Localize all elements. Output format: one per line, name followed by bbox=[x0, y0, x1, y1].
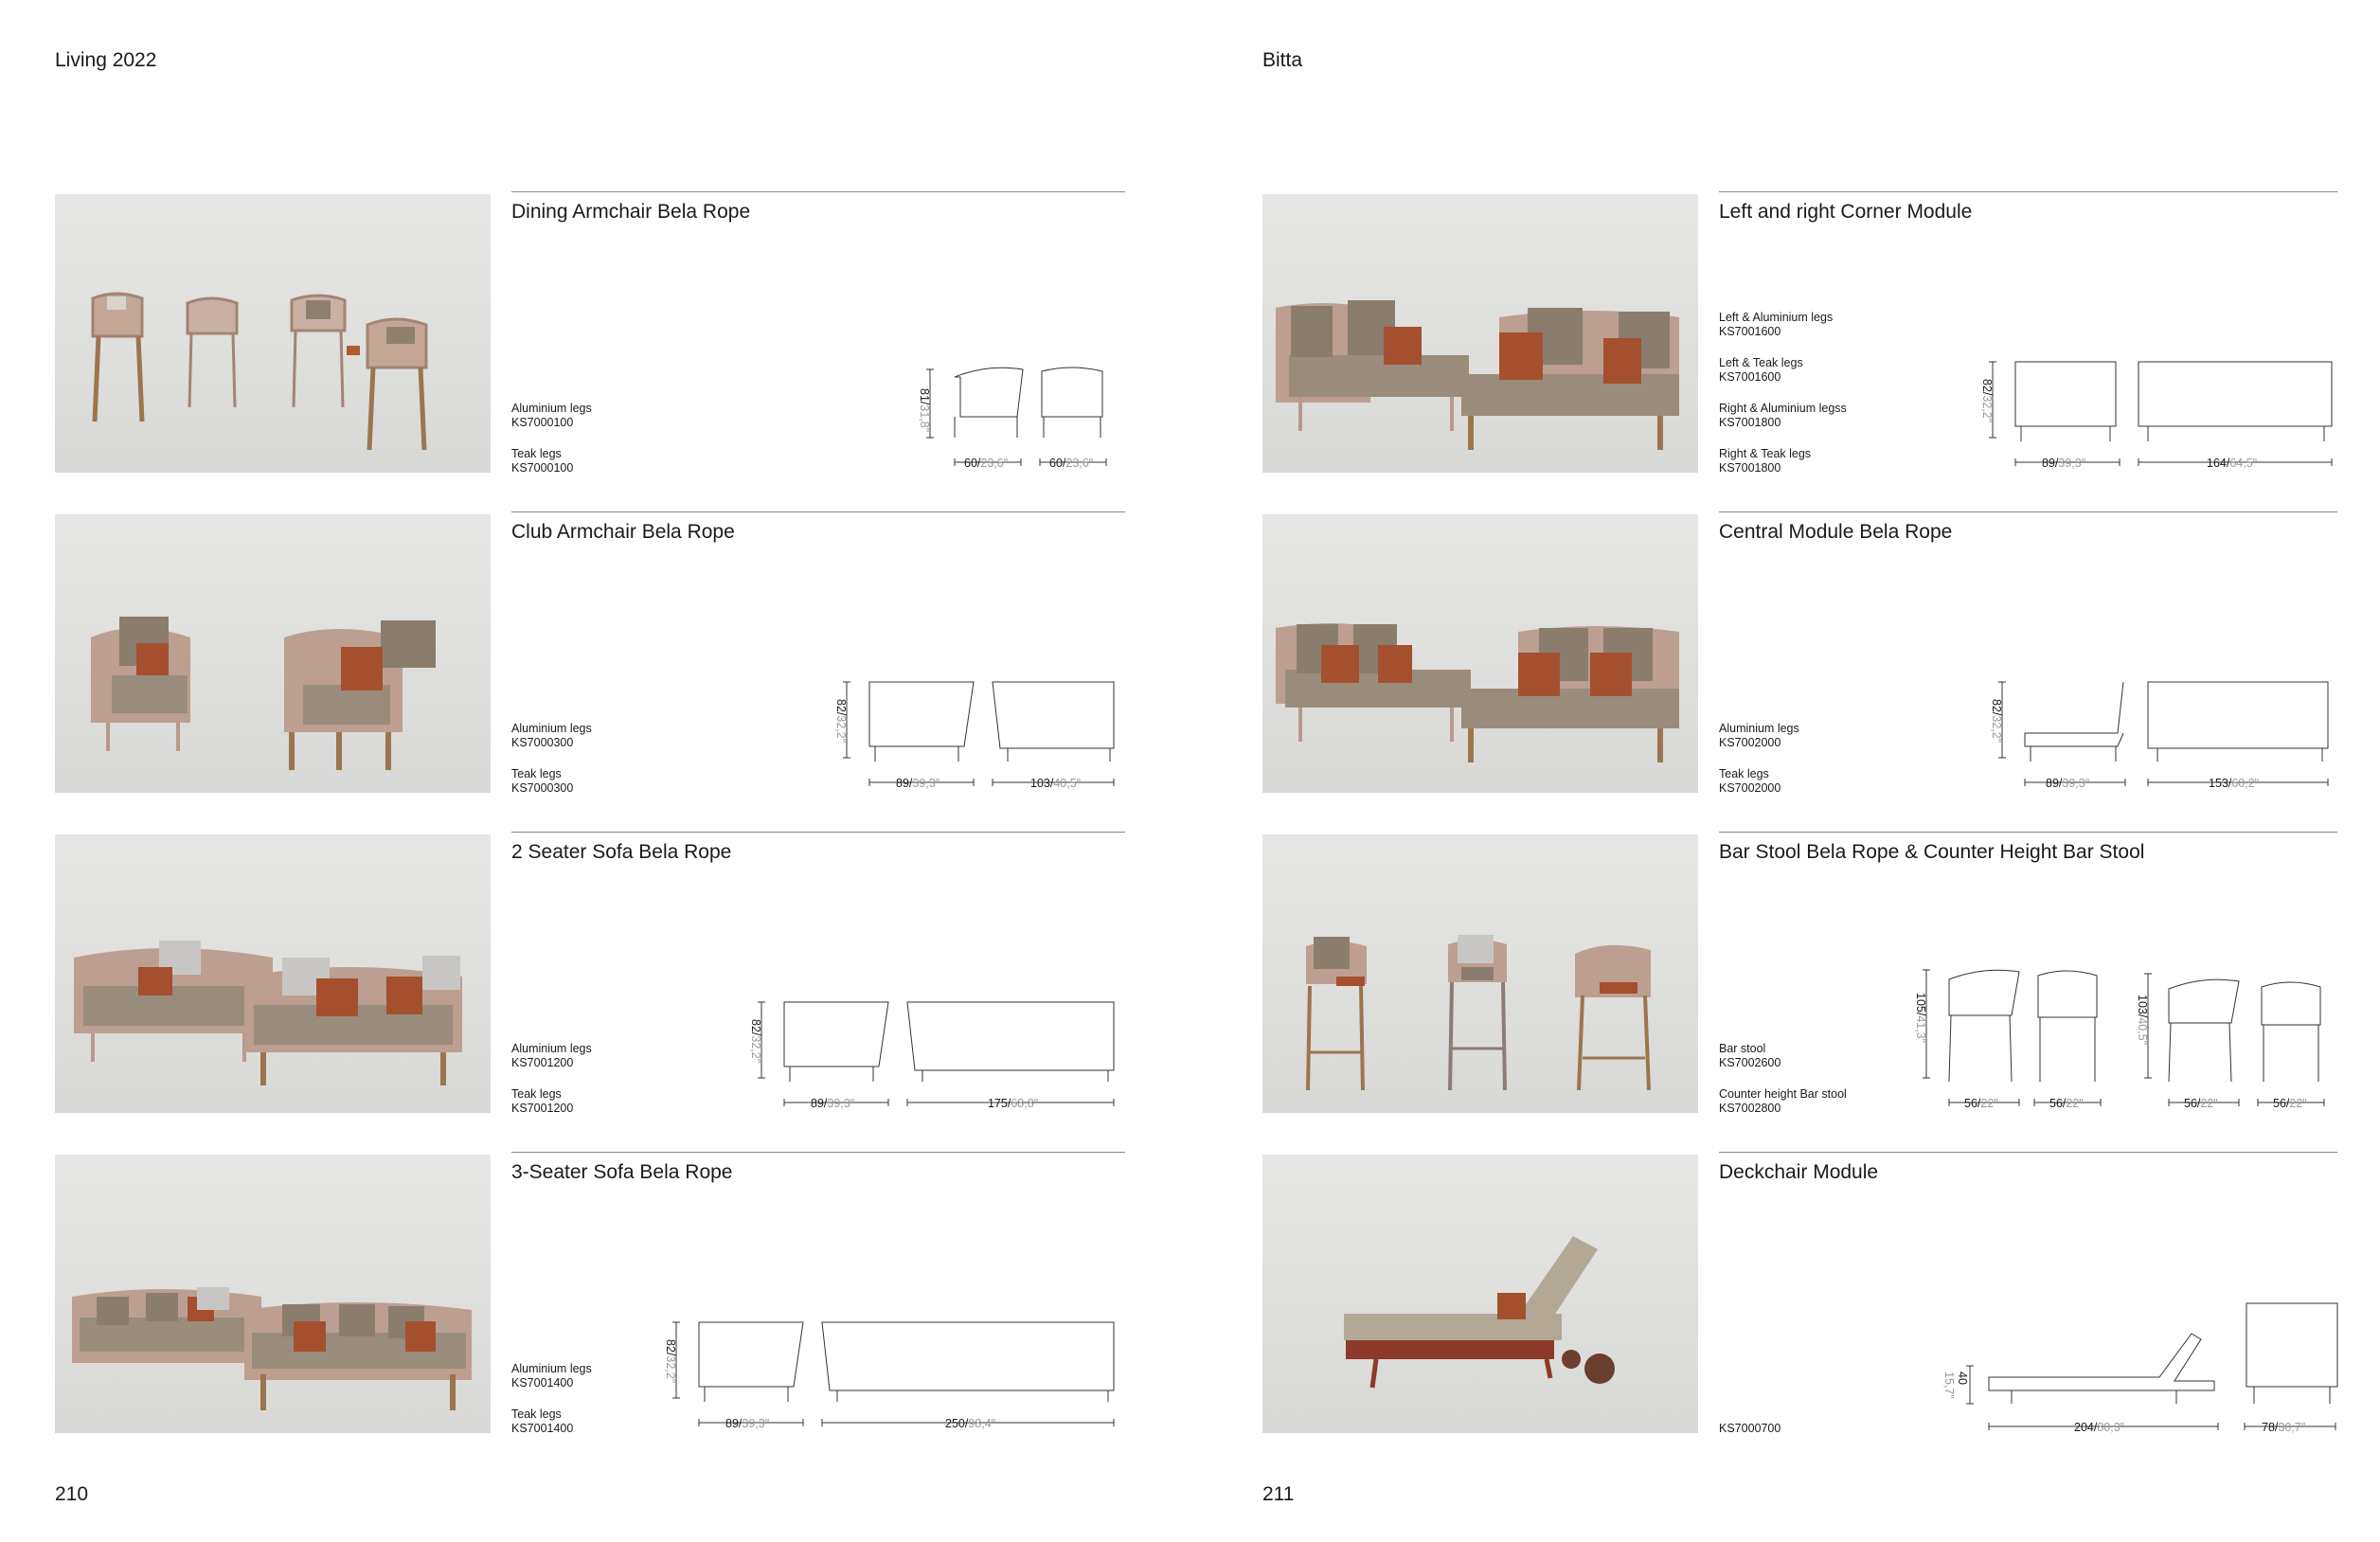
svg-text:56/22": 56/22" bbox=[2184, 1097, 2218, 1110]
dimension-drawing bbox=[834, 663, 1125, 796]
variant-list bbox=[511, 1042, 592, 1116]
width-inch-label: 22" bbox=[2289, 1097, 2307, 1110]
width-label: 89 bbox=[2042, 457, 2055, 470]
height-inch-label: 41,3" bbox=[1914, 1015, 1927, 1044]
height-label: 82 bbox=[664, 1339, 677, 1353]
variant-code: KS7002000 bbox=[1719, 736, 1781, 749]
height-label: 105 bbox=[1914, 993, 1927, 1013]
product-divider bbox=[1719, 511, 2337, 512]
product-dining-armchair bbox=[55, 191, 1125, 475]
dimension-drawing bbox=[1980, 343, 2337, 475]
variant-label: Left & Teak legs bbox=[1719, 356, 1803, 369]
dimension-drawing bbox=[1990, 663, 2337, 796]
width-label: 89 bbox=[2046, 777, 2059, 790]
width-inch-label: 22" bbox=[2200, 1097, 2218, 1110]
variant-label: Aluminium legs bbox=[511, 1042, 592, 1055]
dimension-drawing bbox=[1942, 1284, 2337, 1436]
height-inch-label: 32,2" bbox=[1980, 395, 1994, 423]
product-divider bbox=[511, 191, 1125, 192]
variant-label: Aluminium legs bbox=[511, 402, 592, 415]
svg-text:103/40,5": 103/40,5" bbox=[2136, 995, 2149, 1046]
product-title: Dining Armchair Bela Rope bbox=[511, 201, 751, 223]
width-label: 56 bbox=[2049, 1097, 2063, 1110]
svg-text:175/68,8": 175/68,8" bbox=[988, 1097, 1039, 1110]
variant-code: KS7000100 bbox=[511, 461, 574, 475]
height-label: 82 bbox=[749, 1019, 762, 1032]
variant-code: KS7001200 bbox=[511, 1056, 574, 1069]
svg-text:89/39,3": 89/39,3" bbox=[725, 1417, 770, 1430]
width-label: 89 bbox=[896, 777, 909, 790]
width-inch-label: 98,4" bbox=[968, 1417, 996, 1430]
width-label: 89 bbox=[811, 1097, 824, 1110]
variant-code: KS7000700 bbox=[1719, 1422, 1781, 1435]
width-label: 250 bbox=[945, 1417, 965, 1430]
variant-code: KS7001800 bbox=[1719, 416, 1781, 429]
variant-code: KS7002800 bbox=[1719, 1102, 1781, 1115]
width-inch-label: 39,3" bbox=[912, 777, 940, 790]
height-label: 82 bbox=[834, 699, 848, 712]
variant-list bbox=[1719, 1042, 1847, 1116]
svg-text:89/39,3": 89/39,3" bbox=[2042, 457, 2086, 470]
width-inch-label: 22" bbox=[2066, 1097, 2084, 1110]
width-inch-label: 23,6" bbox=[980, 457, 1009, 470]
variant-code: KS7000300 bbox=[511, 736, 574, 749]
variant-code: KS7001400 bbox=[511, 1376, 574, 1390]
width-label: 175 bbox=[988, 1097, 1008, 1110]
width-inch-label: 39,3" bbox=[2058, 457, 2086, 470]
width-label: 164 bbox=[2207, 457, 2227, 470]
svg-text:82/32,2": 82/32,2" bbox=[749, 1019, 762, 1064]
width-label: 153 bbox=[2209, 777, 2228, 790]
width-label: 56 bbox=[2184, 1097, 2197, 1110]
svg-text:105/41,3": 105/41,3" bbox=[1914, 993, 1927, 1044]
height-inch-label: 32,2" bbox=[834, 715, 848, 744]
height-inch-label: 32,2" bbox=[749, 1035, 762, 1064]
product-photo bbox=[55, 514, 491, 793]
svg-text:204/80,3": 204/80,3" bbox=[2074, 1421, 2125, 1434]
product-deckchair-module bbox=[1262, 1152, 2337, 1436]
width-inch-label: 60,2" bbox=[2231, 777, 2260, 790]
product-club-armchair bbox=[55, 511, 1125, 796]
variant-list bbox=[1719, 722, 1799, 796]
variant-code: KS7001600 bbox=[1719, 325, 1781, 338]
product-photo bbox=[1262, 834, 1698, 1113]
right-page bbox=[1262, 0, 2380, 1542]
product-title: Club Armchair Bela Rope bbox=[511, 521, 735, 543]
svg-text:82/32,2": 82/32,2" bbox=[834, 699, 848, 744]
product-title: 2 Seater Sofa Bela Rope bbox=[511, 841, 732, 863]
product-photo bbox=[55, 834, 491, 1113]
variant-list bbox=[1719, 311, 1847, 475]
product-divider bbox=[511, 832, 1125, 833]
svg-text:89/39,3": 89/39,3" bbox=[811, 1097, 855, 1110]
svg-text:78/30,7": 78/30,7" bbox=[2262, 1421, 2306, 1434]
width-label: 103 bbox=[1030, 777, 1050, 790]
variant-label: Teak legs bbox=[511, 767, 562, 780]
variant-code: KS7002600 bbox=[1719, 1056, 1781, 1069]
svg-text:250/98,4": 250/98,4" bbox=[945, 1417, 996, 1430]
width-inch-label: 40,5" bbox=[1053, 777, 1082, 790]
variant-label: Counter height Bar stool bbox=[1719, 1087, 1847, 1101]
svg-text:60/23,6": 60/23,6" bbox=[964, 457, 1009, 470]
variant-label: Aluminium legs bbox=[511, 722, 592, 735]
svg-text:164/64,5": 164/64,5" bbox=[2207, 457, 2258, 470]
width-inch-label: 39,3" bbox=[2062, 777, 2090, 790]
variant-label: Aluminium legs bbox=[1719, 722, 1799, 735]
variant-code: KS7001400 bbox=[511, 1422, 574, 1435]
height-label: 81 bbox=[918, 388, 931, 402]
svg-text:153/60,2": 153/60,2" bbox=[2209, 777, 2260, 790]
dimension-drawing bbox=[1914, 955, 2337, 1116]
product-photo bbox=[1262, 1155, 1698, 1433]
svg-text:89/39,3": 89/39,3" bbox=[896, 777, 940, 790]
product-title: 3-Seater Sofa Bela Rope bbox=[511, 1161, 733, 1183]
svg-text:60/23,6": 60/23,6" bbox=[1049, 457, 1094, 470]
width-label: 204 bbox=[2074, 1421, 2094, 1434]
variant-code: KS7000300 bbox=[511, 781, 574, 795]
variant-label: Teak legs bbox=[511, 1087, 562, 1101]
variant-list bbox=[1719, 1422, 1781, 1436]
variant-code: KS7001200 bbox=[511, 1102, 574, 1115]
product-divider bbox=[1719, 832, 2337, 833]
variant-label: Right & Teak legs bbox=[1719, 447, 1812, 460]
width-label: 56 bbox=[2273, 1097, 2286, 1110]
product-photo bbox=[1262, 514, 1698, 793]
height-label: 82 bbox=[1990, 699, 2003, 712]
right-page-number: 211 bbox=[1262, 1483, 1295, 1505]
dimension-drawing bbox=[664, 1303, 1125, 1436]
svg-text:56/22": 56/22" bbox=[2273, 1097, 2307, 1110]
product-divider bbox=[511, 1152, 1125, 1153]
variant-code: KS7001600 bbox=[1719, 370, 1781, 384]
left-page bbox=[55, 0, 1172, 1542]
product-3-seater-sofa bbox=[55, 1152, 1125, 1436]
svg-text:81/31,8": 81/31,8" bbox=[918, 388, 931, 433]
variant-label: Right & Aluminium legss bbox=[1719, 402, 1847, 415]
product-photo bbox=[55, 194, 491, 473]
svg-text:82/32,2": 82/32,2" bbox=[664, 1339, 677, 1384]
svg-text:82/32,2": 82/32,2" bbox=[1990, 699, 2003, 744]
width-inch-label: 39,3" bbox=[827, 1097, 855, 1110]
height-inch-label: 15,7" bbox=[1942, 1372, 1956, 1399]
product-photo bbox=[55, 1155, 491, 1433]
product-title: Left and right Corner Module bbox=[1719, 201, 1973, 223]
svg-text:56/22": 56/22" bbox=[1964, 1097, 1998, 1110]
width-inch-label: 80,3" bbox=[2097, 1421, 2125, 1434]
product-title: Central Module Bela Rope bbox=[1719, 521, 1953, 543]
svg-text:103/40,5": 103/40,5" bbox=[1030, 777, 1082, 790]
height-inch-label: 32,2" bbox=[1990, 715, 2003, 744]
height-label: 82 bbox=[1980, 379, 1994, 392]
variant-label: Aluminium legs bbox=[511, 1362, 592, 1375]
width-inch-label: 64,5" bbox=[2229, 457, 2258, 470]
width-inch-label: 22" bbox=[1980, 1097, 1998, 1110]
dimension-drawing bbox=[918, 343, 1125, 475]
left-page-header: Living 2022 bbox=[55, 49, 157, 71]
dimension-drawing bbox=[749, 983, 1125, 1116]
width-label: 60 bbox=[1049, 457, 1063, 470]
width-label: 78 bbox=[2262, 1421, 2275, 1434]
product-title: Bar Stool Bela Rope & Counter Height Bar Stool bbox=[1719, 841, 2145, 863]
variant-label: Teak legs bbox=[511, 447, 562, 460]
variant-list bbox=[511, 1362, 592, 1436]
width-inch-label: 23,6" bbox=[1065, 457, 1094, 470]
product-photo bbox=[1262, 194, 1698, 473]
left-page-number: 210 bbox=[55, 1483, 89, 1505]
height-label: 103 bbox=[2136, 995, 2149, 1014]
product-2-seater-sofa bbox=[55, 832, 1125, 1116]
height-inch-label: 40,5" bbox=[2136, 1017, 2149, 1046]
width-label: 60 bbox=[964, 457, 977, 470]
variant-label: Teak legs bbox=[511, 1408, 562, 1421]
variant-label: Bar stool bbox=[1719, 1042, 1766, 1055]
product-corner-module bbox=[1262, 191, 2337, 475]
variant-code: KS7001800 bbox=[1719, 461, 1781, 475]
svg-text:82/32,2": 82/32,2" bbox=[1980, 379, 1994, 423]
width-label: 89 bbox=[725, 1417, 739, 1430]
width-inch-label: 68,8" bbox=[1011, 1097, 1039, 1110]
right-page-header: Bitta bbox=[1262, 49, 1303, 71]
width-inch-label: 39,3" bbox=[742, 1417, 770, 1430]
svg-text:56/22": 56/22" bbox=[2049, 1097, 2084, 1110]
variant-label: Teak legs bbox=[1719, 767, 1769, 780]
width-inch-label: 30,7" bbox=[2278, 1421, 2306, 1434]
product-title: Deckchair Module bbox=[1719, 1161, 1879, 1183]
product-divider bbox=[1719, 191, 2337, 192]
product-bar-stool bbox=[1262, 832, 2337, 1116]
variant-label: Left & Aluminium legs bbox=[1719, 311, 1834, 324]
variant-code: KS7002000 bbox=[1719, 781, 1781, 795]
height-inch-label: 31,8" bbox=[918, 404, 931, 433]
svg-text:89/39,3": 89/39,3" bbox=[2046, 777, 2090, 790]
width-label: 56 bbox=[1964, 1097, 1977, 1110]
variant-code: KS7000100 bbox=[511, 416, 574, 429]
height-label: 40 bbox=[1956, 1372, 1969, 1385]
height-inch-label: 32,2" bbox=[664, 1355, 677, 1384]
variant-list bbox=[511, 722, 592, 796]
product-central-module bbox=[1262, 511, 2337, 796]
variant-list bbox=[511, 402, 592, 475]
product-divider bbox=[1719, 1152, 2337, 1153]
product-divider bbox=[511, 511, 1125, 512]
